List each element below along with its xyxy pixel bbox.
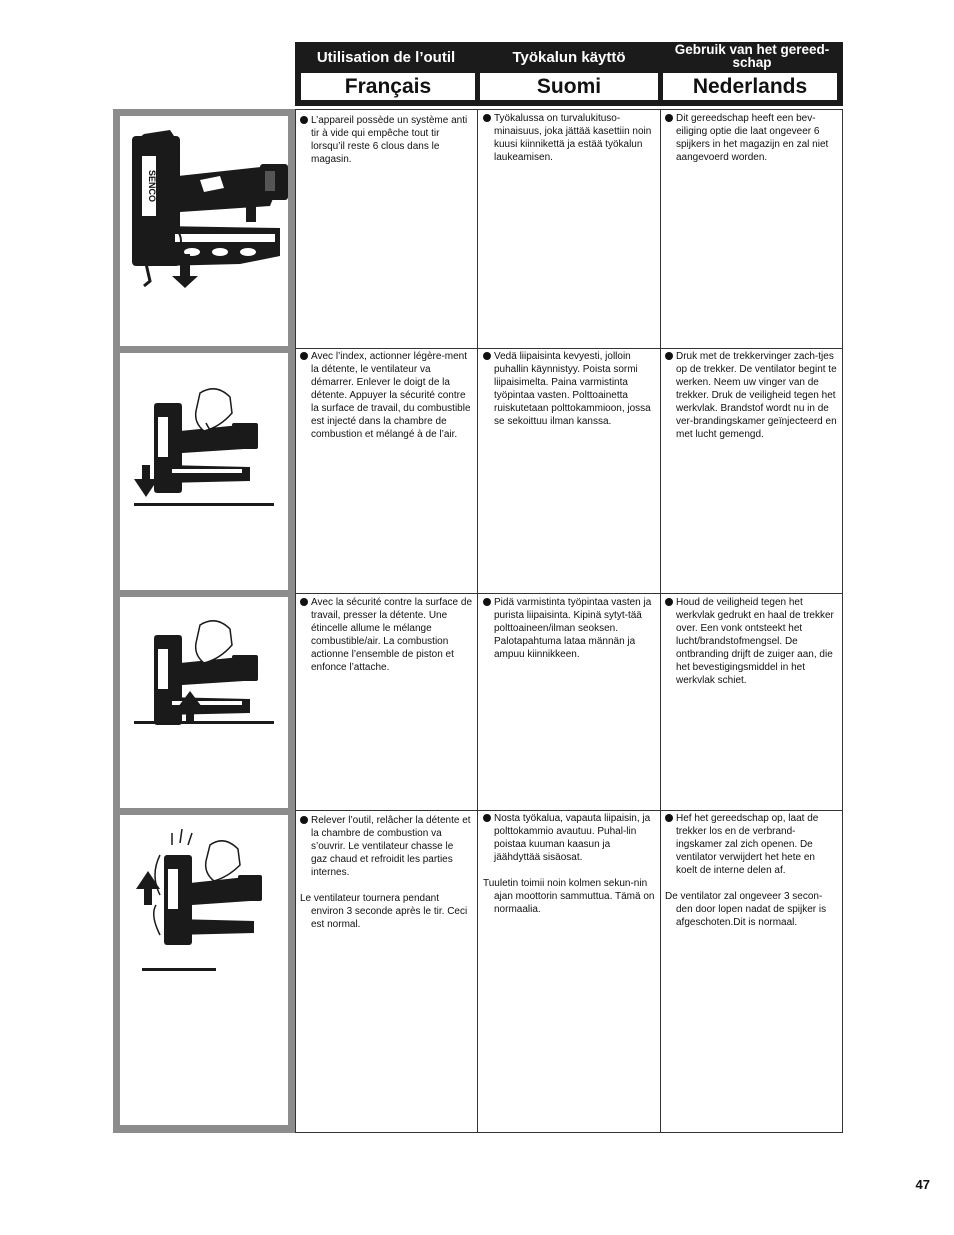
step-2-dutch	[665, 350, 837, 441]
instruction-text: Vedä liipaisinta kevyesti, jolloin puhallin käynnistyy. Poista sormi liipaisimelta. Paina varmistinta työpintaa vasten. Polttoainetta ruiskutetaan polttokammioon, jossa se sekoittuu ilman kanssa.	[494, 351, 651, 427]
nailer-lift-illustration	[120, 815, 288, 1125]
bullet-icon	[665, 598, 673, 606]
header-subtitle-dutch: Gebruik van het gereed-schap	[674, 42, 830, 70]
table-divider	[842, 109, 843, 1133]
header-language-french: Français	[301, 73, 475, 100]
instruction-text: Druk met de trekkervinger zach-tjes op de trekker. De ventilator begint te werken. Neem uw vinger van de trekker. Druk de veiligheid tegen het werkvlak. Brandstof wordt nu in de ver-brandingskamer geïnjecteerd en met lucht gemengd.	[676, 351, 837, 440]
hand-illustration	[196, 389, 232, 431]
step-1-french	[300, 114, 472, 166]
instruction-text: Dit gereedschap heeft een bev-eiliging optie die laat ongeveer 6 spijkers in het magazijn en zal niet aangevoerd worden.	[676, 113, 829, 163]
instruction-text: L’appareil possède un système anti tir à vide qui empêche tout tir lorsqu’il reste 6 clous dans le magasin.	[311, 115, 468, 165]
step-2-french	[300, 350, 472, 441]
language-header	[295, 42, 843, 106]
bullet-icon	[665, 814, 673, 822]
header-column-dutch	[661, 42, 843, 106]
step-2-finnish	[483, 350, 655, 428]
table-divider	[295, 1132, 843, 1133]
step-3-finnish	[483, 596, 655, 661]
heat-lines-icon	[172, 829, 192, 845]
table-divider	[295, 348, 843, 349]
instruction-text: Nosta työkalua, vapauta liipaisin, ja polttokammio avautuu. Puhal-lin poistaa kuuman kaasun ja jäähdyttää sisäosat.	[494, 813, 651, 863]
nailer-side-view-illustration	[120, 116, 288, 346]
hand-illustration	[196, 621, 232, 663]
brand-logo-label: SENCO	[147, 169, 157, 203]
bullet-icon	[300, 598, 308, 606]
header-subtitle-finnish: Työkalun käyttö	[512, 49, 626, 66]
step-4-dutch	[665, 812, 837, 929]
hand-illustration	[206, 841, 240, 881]
bullet-icon	[483, 352, 491, 360]
table-divider	[477, 109, 478, 1133]
bullet-icon	[300, 352, 308, 360]
illustration-step-1	[120, 116, 288, 346]
illustration-step-2	[120, 353, 288, 590]
arrow-up-icon	[136, 871, 160, 905]
instruction-text: Houd de veiligheid tegen het werkvlak gedrukt en haal de trekker over. Een vonk ontsteekt het lucht/brandstofmengsel. De ontbranding drijft de zuiger aan, die het bevestigingsmiddel in het werkvlak schiet.	[676, 597, 834, 686]
step-3-dutch	[665, 596, 837, 687]
instruction-table	[295, 109, 843, 1133]
bullet-icon	[483, 814, 491, 822]
table-divider	[660, 109, 661, 1133]
header-language-dutch: Nederlands	[663, 73, 837, 100]
instruction-text: Hef het gereedschap op, laat de trekker los en de verbrand-ingskamer zal zich openen. De ventilator verwijdert het hete en koelt de interne delen af.	[676, 813, 819, 876]
header-subtitle-french: Utilisation de l’outil	[316, 49, 456, 66]
nailer-firing-illustration	[120, 597, 288, 808]
instruction-note: De ventilator zal ongeveer 3 secon-den door lopen nadat de spijker is afgeschoten.Dit is normaal.	[665, 891, 827, 928]
step-1-finnish	[483, 112, 655, 164]
illustration-step-4	[120, 815, 288, 1125]
table-divider	[295, 593, 843, 594]
header-column-finnish	[478, 42, 660, 106]
header-language-finnish: Suomi	[480, 73, 658, 100]
instruction-text: Avec l’index, actionner légère-ment la détente, le ventilateur va démarrer. Enlever le doigt de la détente. Appuyer la sécurité contre la surface de travail, du combustible est injecté dans la chambre de combustion et mélangé à de l’air.	[311, 351, 471, 440]
table-divider	[295, 109, 843, 110]
bullet-icon	[665, 352, 673, 360]
instruction-note: Le ventilateur tournera pendant environ 3 seconde après le tir. Ceci est normal.	[300, 893, 468, 930]
step-4-french	[300, 814, 472, 931]
step-1-dutch	[665, 112, 837, 164]
bullet-icon	[483, 114, 491, 122]
instruction-note: Tuuletin toimii noin kolmen sekun-nin ajan moottorin sammuttua. Tämä on normaalia.	[483, 878, 655, 915]
table-divider	[295, 810, 843, 811]
instruction-text: Relever l’outil, relâcher la détente et la chambre de combustion va s’ouvrir. Le ventilateur chasse le gaz chaud et refroidit les parties internes.	[311, 815, 471, 878]
bullet-icon	[300, 116, 308, 124]
instruction-text: Pidä varmistinta työpintaa vasten ja purista liipaisinta. Kipinä sytyt-tää polttoaineen/ilman seoksen. Palotapahtuma lataa männän ja ampuu kiinnikkeen.	[494, 597, 652, 660]
instruction-text: Työkalussa on turvalukituso-minaisuus, joka jättää kasettiin noin kuusi kiinnikettä ja estää työkalun laukeamisen.	[494, 113, 652, 163]
illustration-step-3	[120, 597, 288, 808]
page-number: 47	[915, 1177, 930, 1192]
bullet-icon	[300, 816, 308, 824]
step-4-finnish	[483, 812, 655, 916]
illustration-column	[113, 109, 295, 1133]
nailer-trigger-press-illustration	[120, 353, 288, 590]
table-divider	[295, 109, 296, 1133]
bullet-icon	[665, 114, 673, 122]
step-3-french	[300, 596, 472, 674]
bullet-icon	[483, 598, 491, 606]
header-column-french	[295, 42, 477, 106]
instruction-text: Avec la sécurité contre la surface de travail, presser la détente. Une étincelle allume le mélange combustible/air. La combustion actionne l’ensemble de piston et enfonce l’attache.	[311, 597, 473, 673]
